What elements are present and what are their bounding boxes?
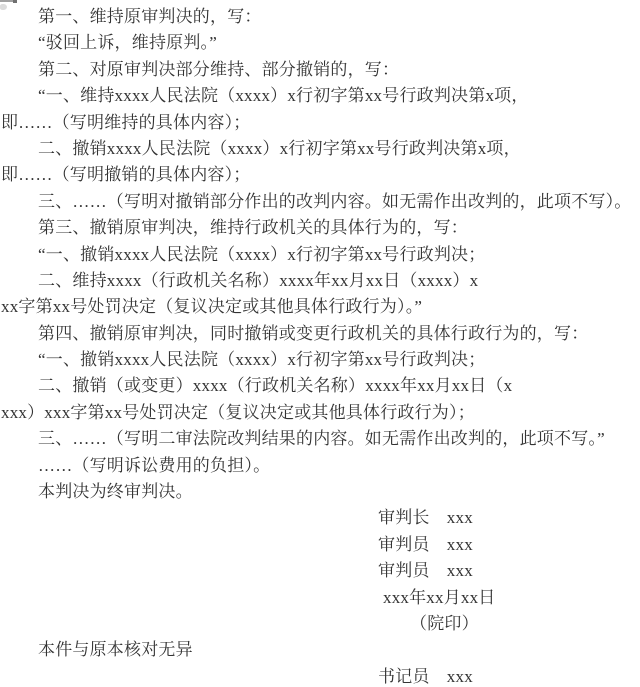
document-line: 第四、撤销原审判决，同时撤销或变更行政机关的具体行政行为的，写： [38,323,589,343]
document-line: 第二、对原审判决部分维持、部分撤销的，写： [38,59,400,79]
document-line: 本判决为终审判决。 [38,482,193,502]
document-body [0,4,640,687]
document-line: “一、撤销xxxx人民法院（xxxx）x行初字第xx号行政判决； [38,350,486,370]
document-line: 第一、维持原审判决的，写： [38,7,262,26]
document-line: 三、……（写明对撤销部分作出的改判内容。如无需作出改判的，此项不写）。 [38,191,632,211]
document-line: xxx）xxx字第xx号处罚决定（复议决定或其他具体行政行为）； [1,402,475,422]
document-line: 本件与原本核对无异 [38,640,193,660]
document-line: 书记员 xxx [378,666,473,686]
scan-artifact-tip [13,0,17,3]
document-line: 即……（写明撤销的具体内容）； [1,165,251,185]
document-line: “一、撤销xxxx人民法院（xxxx）x行初字第xx号行政判决； [38,244,486,264]
document-line: ……（写明诉讼费用的负担）。 [38,455,271,475]
document-line: 审判员 xxx [378,561,473,581]
document-line: “驳回上诉，维持原判。” [38,33,217,53]
document-line: 二、撤销xxxx人民法院（xxxx）x行初字第xx号行政判决第x项， [38,138,521,158]
document-line: 审判长 xxx [378,508,473,528]
document-line: 审判员 xxx [378,534,473,554]
document-line: （院印） [410,613,479,633]
document-line: 即……（写明维持的具体内容）； [1,112,251,132]
document-line: 二、维持xxxx（行政机关名称）xxxx年xx月xx日（xxxx）x [38,270,479,290]
document-line: 第三、撤销原审判决，维持行政机关的具体行为的，写： [38,218,468,238]
document-line: “一、维持xxxx人民法院（xxxx）x行初字第xx号行政判决第x项， [38,86,529,106]
document-line: 二、撤销（或变更）xxxx（行政机关名称）xxxx年xx月xx日（x [38,376,513,396]
document-line: xx字第xx号处罚决定（复议决定或其他具体行政行为）。” [1,297,423,317]
document-line: xxx年xx月xx日 [383,587,496,607]
document-line: 三、……（写明二审法院改判结果的内容。如无需作出改判的，此项不写。” [38,429,605,449]
